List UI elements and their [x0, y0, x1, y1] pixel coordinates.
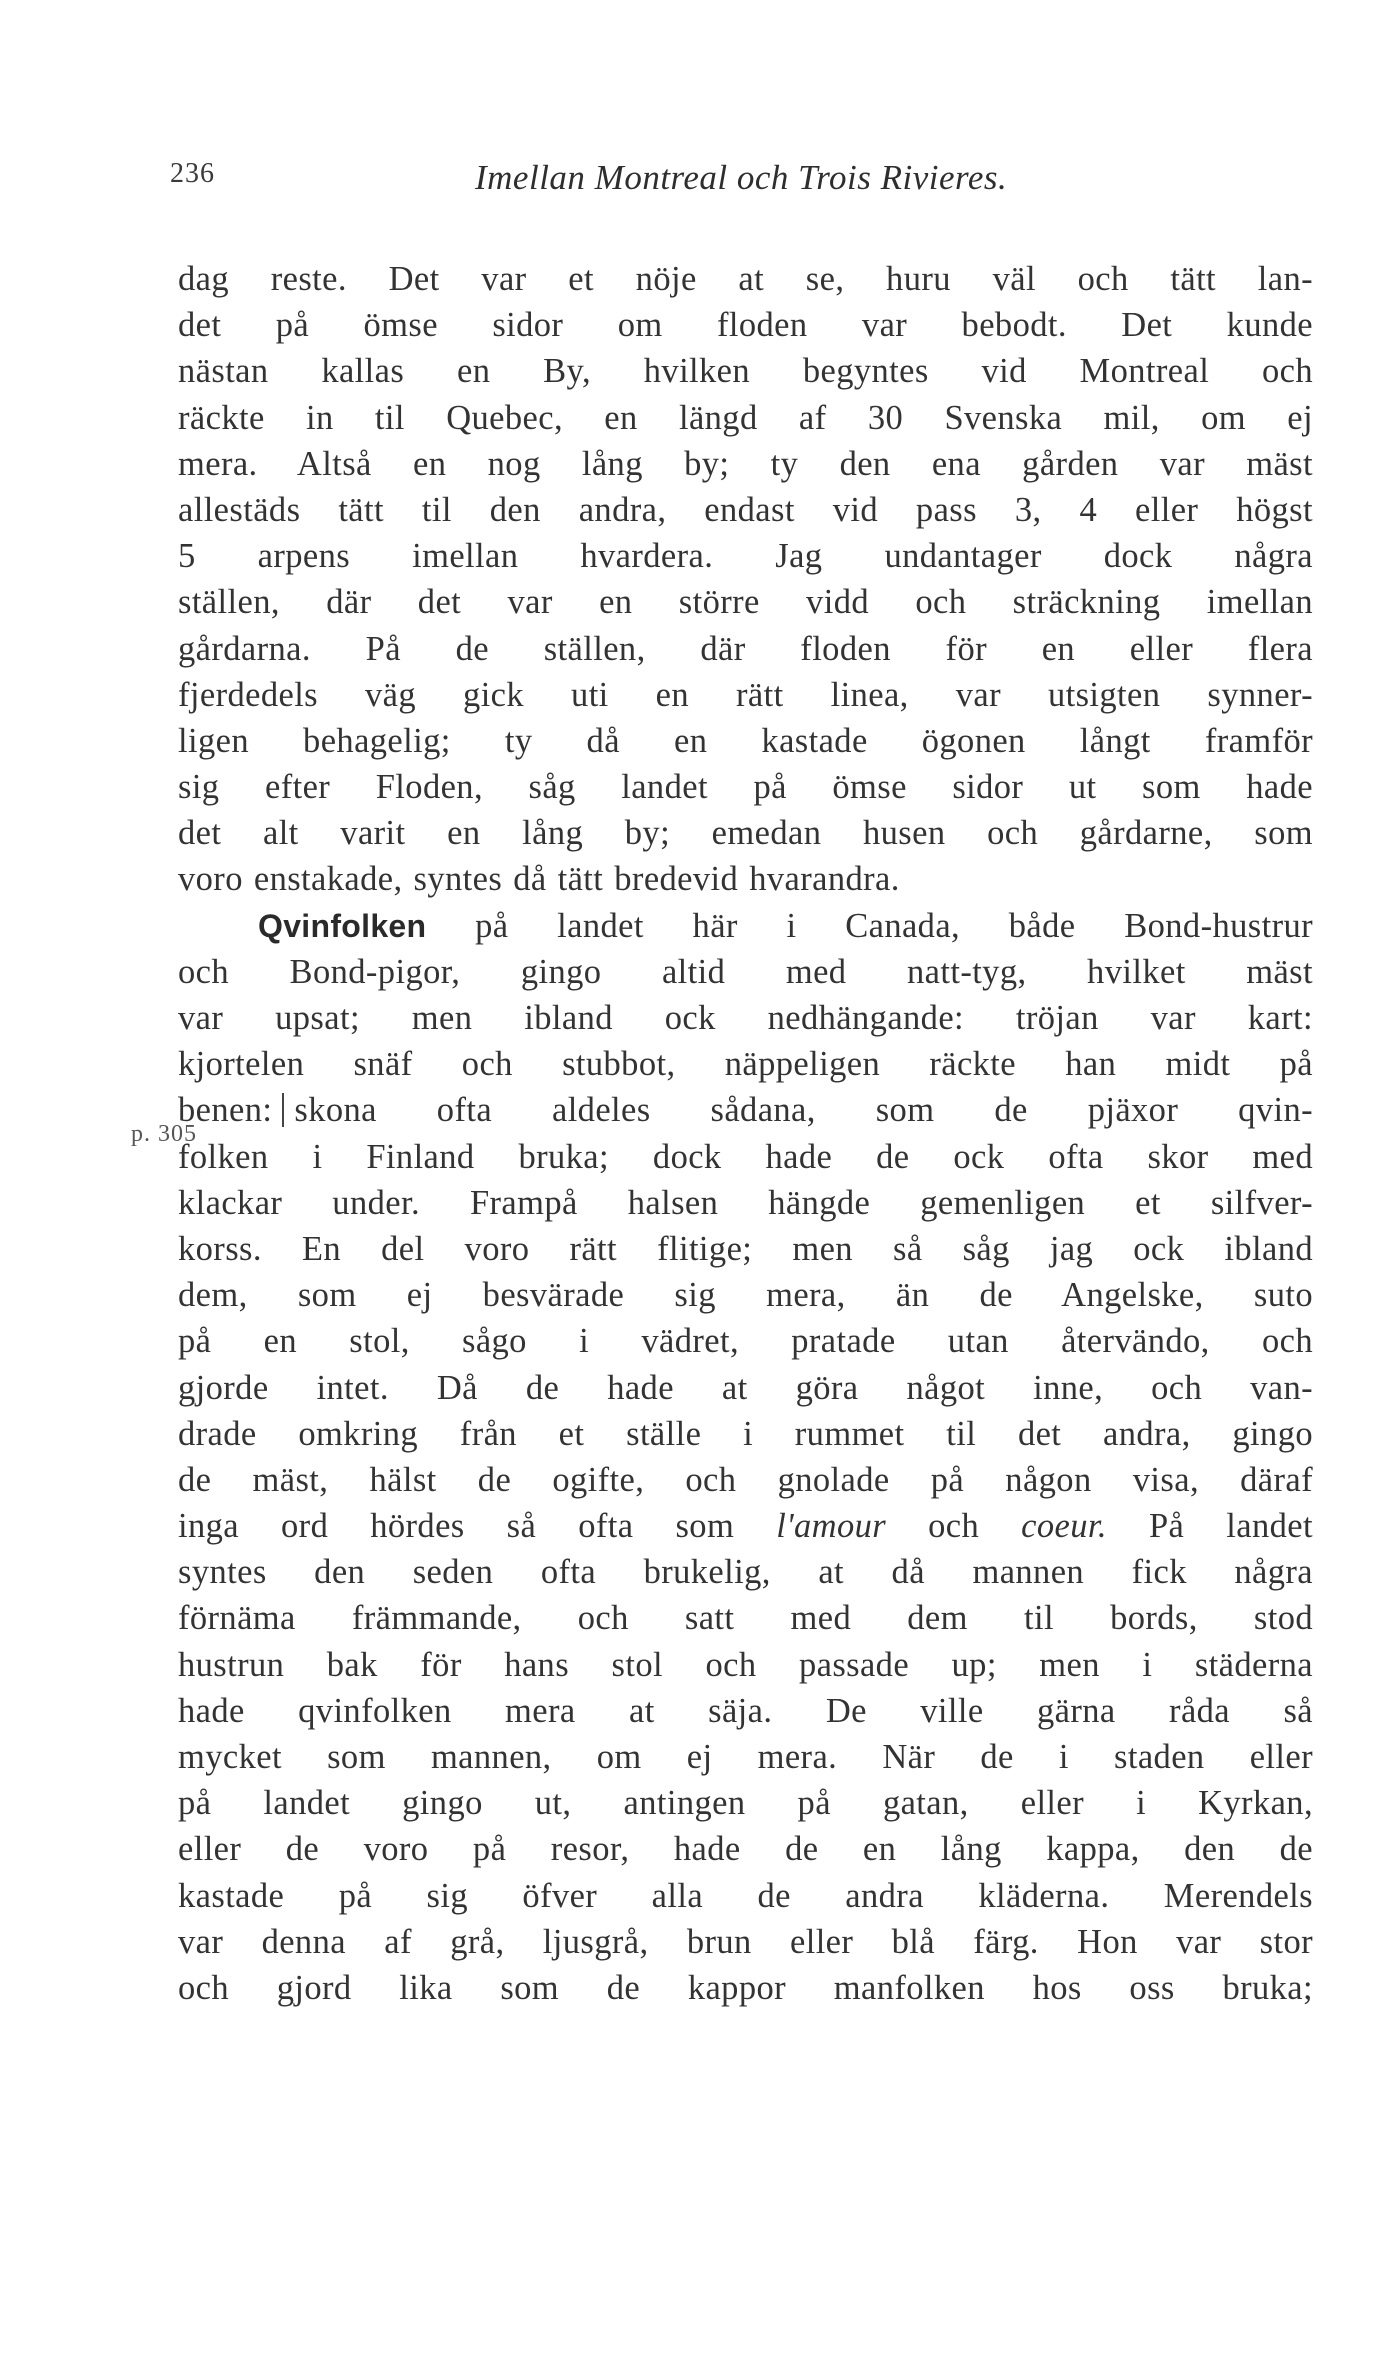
italic-word: l'amour	[776, 1507, 887, 1546]
text-line: gårdarna. På de ställen, där floden för en eller flera	[178, 629, 1313, 668]
text-line-with-page-marker	[178, 1087, 1313, 1133]
paragraph-first-line	[178, 903, 1313, 949]
text-line: och gjord lika som de kappor manfolken hos oss bruka;	[178, 1968, 1313, 2007]
text-line: och Bond-pigor, gingo altid med natt-tyg, hvilket mäst	[178, 952, 1313, 991]
text-line: syntes den seden ofta brukelig, at då mannen fick några	[178, 1553, 1313, 1592]
text-line: mera. Altså en nog lång by; ty den ena gården var mäst	[178, 444, 1313, 483]
text-line: hade qvinfolken mera at säja. De ville gärna råda så	[178, 1691, 1313, 1730]
text-line: gjorde intet. Då de hade at göra något inne, och van-	[178, 1368, 1313, 1407]
text-line: folken i Finland bruka; dock hade de ock ofta skor med	[178, 1137, 1313, 1176]
text-line: fjerdedels väg gick uti en rätt linea, var utsigten synner-	[178, 675, 1313, 714]
text-line: kjortelen snäf och stubbot, näppeligen räckte han midt på	[178, 1045, 1313, 1084]
text-fragment: inga ord hördes så ofta som	[178, 1507, 735, 1546]
text-line: drade omkring från et ställe i rummet til det andra, gingo	[178, 1414, 1313, 1453]
text-line: dag reste. Det var et nöje at se, huru väl och tätt lan-	[178, 260, 1313, 298]
page-header	[170, 158, 1320, 208]
text-line: kastade på sig öfver alla de andra kläderna. Merendels	[178, 1876, 1313, 1915]
text-line: allestäds tätt til den andra, endast vid pass 3, 4 eller högst	[178, 490, 1313, 529]
text-line: voro enstakade, syntes då tätt bredevid hvarandra.	[178, 860, 900, 899]
text-line: det på ömse sidor om floden var bebodt. Det kunde	[178, 306, 1313, 345]
page-break-marker	[282, 1093, 284, 1127]
text-fragment: på landet här i Canada, både Bond-hustrur	[475, 906, 1313, 945]
body-text	[178, 256, 1313, 2011]
text-line: hustrun bak för hans stol och passade up; men i städerna	[178, 1645, 1313, 1684]
text-line: de mäst, hälst de ogifte, och gnolade på någon visa, däraf	[178, 1460, 1313, 1499]
text-line: var denna af grå, ljusgrå, brun eller blå färg. Hon var stor	[178, 1922, 1313, 1961]
text-line: ställen, där det var en större vidd och sträckning imellan	[178, 583, 1313, 622]
text-fragment: benen:	[178, 1091, 273, 1130]
text-line: klackar under. Frampå halsen hängde gemenligen et silfver-	[178, 1183, 1313, 1222]
text-line: ligen behagelig; ty då en kastade ögonen långt framför	[178, 721, 1313, 760]
text-fragment: och	[928, 1507, 980, 1546]
text-line: nästan kallas en By, hvilken begyntes vid Montreal och	[178, 352, 1313, 391]
text-line: eller de voro på resor, hade de en lång kappa, den de	[178, 1830, 1313, 1869]
italic-word: coeur.	[1021, 1507, 1107, 1546]
text-line: mycket som mannen, om ej mera. När de i staden eller	[178, 1738, 1313, 1776]
text-line: korss. En del voro rätt flitige; men så såg jag ock ibland	[178, 1229, 1313, 1268]
text-line: var upsat; men ibland ock nedhängande: tröjan var kart:	[178, 999, 1313, 1037]
text-line: räckte in til Quebec, en längd af 30 Svenska mil, om ej	[178, 398, 1313, 437]
text-fragment: skona ofta aldeles sådana, som de pjäxor qvin-	[294, 1091, 1313, 1130]
margin-page-reference: p. 305	[131, 1121, 197, 1147]
text-line: sig efter Floden, såg landet på ömse sidor ut som hade	[178, 768, 1313, 807]
text-line: dem, som ej besvärade sig mera, än de Angelske, suto	[178, 1276, 1313, 1315]
page-number: 236	[170, 158, 215, 189]
paragraph-lead-word: Qvinfolken	[258, 907, 427, 944]
running-title: Imellan Montreal och Trois Rivieres.	[475, 158, 1008, 197]
text-line: 5 arpens imellan hvardera. Jag undantager dock några	[178, 537, 1313, 576]
text-line: på landet gingo ut, antingen på gatan, eller i Kyrkan,	[178, 1784, 1313, 1823]
text-line: förnäma främmande, och satt med dem til bords, stod	[178, 1599, 1313, 1638]
text-line: på en stol, sågo i vädret, pratade utan återvändo, och	[178, 1322, 1313, 1361]
text-line: det alt varit en lång by; emedan husen och gårdarne, som	[178, 814, 1313, 853]
text-line-with-italics	[178, 1503, 1313, 1549]
text-fragment: På landet	[1148, 1507, 1313, 1546]
